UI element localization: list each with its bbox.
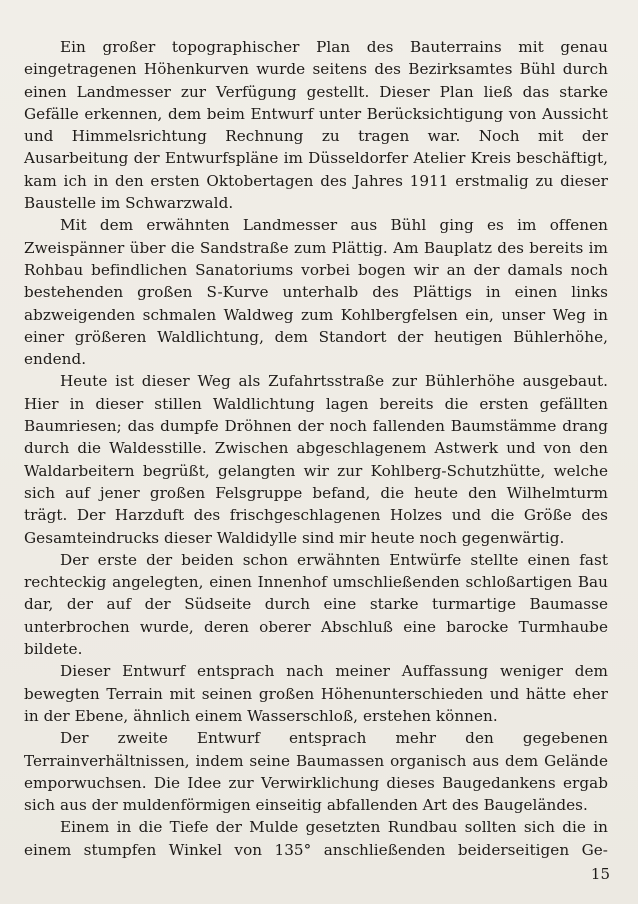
paragraph-journey-landmesser: Mit dem erwähnten Landmesser aus Bühl ging es im offenen Zweispänner über die Sandstraße zum Plättig. Am Bauplatz des bereits im Rohbau befindlichen Sanatoriums vorbei bogen wir an der damals noch bestehenden großen S-Kurve unterhalb des Plättigs in einen links abzweigenden schmalen Waldweg zum Kohlbergfelsen ein, unser Weg in einer größeren Waldlichtung, dem Standort der heutigen Bühlerhöhe, endend.: [24, 216, 608, 369]
page-number: 15: [590, 865, 610, 883]
paragraph-rotunda: Einem in die Tiefe der Mulde gesetzten Rundbau sollten sich die in einem stumpfen Winkel von 135° anschließenden beiderseitigen Ge-: [24, 818, 608, 859]
body-text: [24, 36, 608, 861]
paragraph-second-design: Der zweite Entwurf entsprach mehr den gegebenen Terrainverhältnissen, indem seine Baumassen organisch aus dem Gelände emporwuchsen. Die Idee zur Verwirklichung dieses Baugedankens ergab sich aus der muldenförmigen einseitig abfallenden Art des Baugeländes.: [24, 729, 608, 815]
paragraph-first-design: Der erste der beiden schon erwähnten Entwürfe stellte einen fast rechteckig angelegten, einen Innenhof umschließenden schloßartigen Bau dar, der auf der Südseite durch eine starke turmartige Baumasse unterbrochen wurde, deren oberer Abschluß eine barocke Turmhaube bildete.: [24, 550, 608, 659]
paragraph-forest-clearing: Heute ist dieser Weg als Zufahrtsstraße zur Bühlerhöhe ausgebaut. Hier in dieser stillen Waldlichtung lagen bereits die ersten gefällten Baumriesen; das dumpfe Dröhnen der noch fallenden Baumstämme drang durch die Waldesstille. Zwischen abgeschlagenem Astwerk und von den Waldarbeitern begrüßt, gelangten wir zur Kohlberg-Schutzhütte, welche sich auf jener großen Felsgruppe befand, die heute den Wilhelmturm trägt. Der Harzduft des frischgeschlagenen Holzes und die Größe des Gesamteindrucks dieser Waldidylle sind mir heute noch gegenwärtig.: [24, 372, 608, 547]
paragraph-design-assessment: Dieser Entwurf entsprach nach meiner Auffassung weniger dem bewegten Terrain mit seinen großen Höhenunterschieden und hätte eher in der Ebene, ähnlich einem Wasserschloß, erstehen können.: [24, 662, 608, 725]
paragraph-topographic-plan: Ein großer topographischer Plan des Bauterrains mit genau eingetragenen Höhenkurven wurde seitens des Bezirksamtes Bühl durch einen Landmesser zur Verfügung gestellt. Dieser Plan ließ das starke Gefälle erkennen, dem beim Entwurf unter Berücksichtigung von Aussicht und Himmelsrichtung Rechnung zu tragen war. Noch mit der Ausarbeitung der Entwurfspläne im Düsseldorfer Atelier Kreis beschäftigt, kam ich in den ersten Oktobertagen des Jahres 1911 erstmalig zu dieser Baustelle im Schwarzwald.: [24, 38, 608, 213]
